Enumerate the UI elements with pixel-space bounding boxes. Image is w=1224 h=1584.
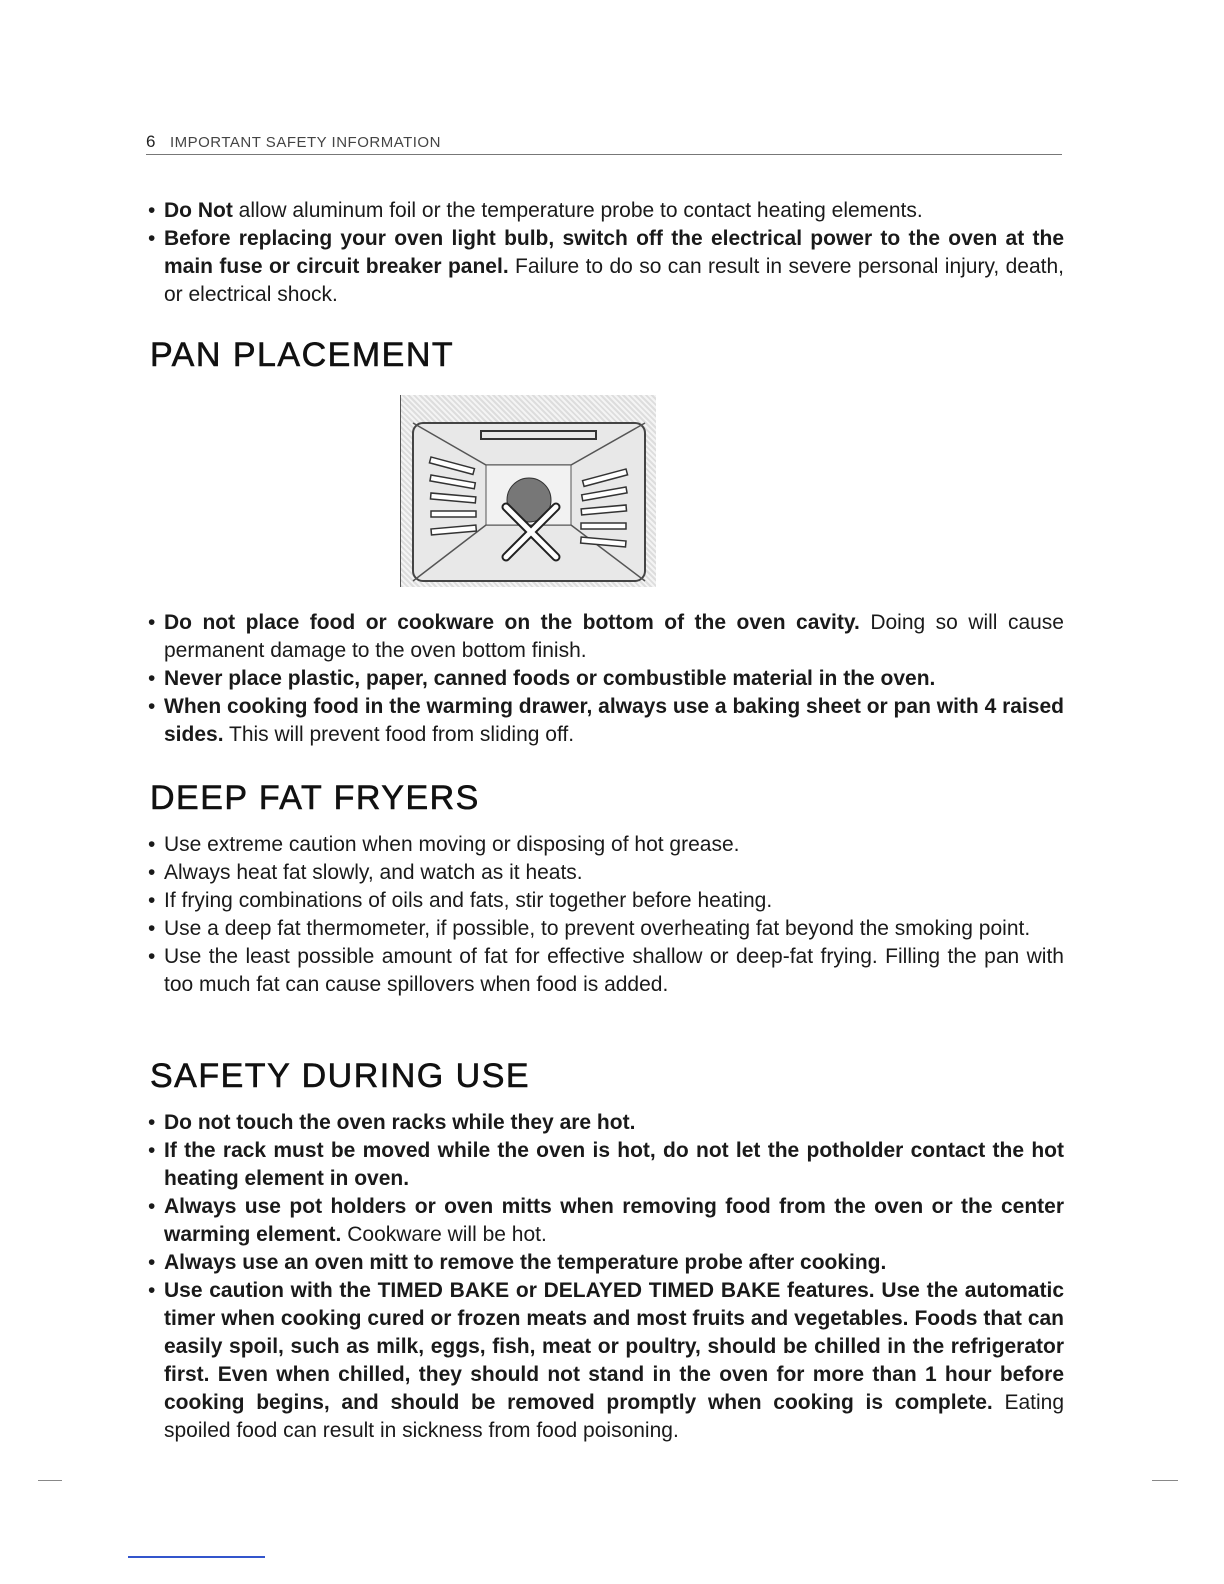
body-text: Cookware will be hot. (341, 1223, 547, 1246)
crop-mark-right (1152, 1480, 1178, 1481)
list-item (148, 943, 1064, 999)
crop-mark-left (38, 1480, 62, 1481)
heading-safety-during-use: SAFETY DURING USE (150, 1057, 531, 1095)
list-item (148, 1277, 1064, 1445)
bold-text: When cooking food in the warming drawer, always use a baking sheet or pan with 4 raised sides. (164, 695, 1064, 746)
body-text: Always heat fat slowly, and watch as it heats. (164, 861, 583, 884)
body-text: This will prevent food from sliding off. (223, 723, 575, 746)
body-text: Doing so will cause permanent damage to the oven bottom finish. (164, 611, 1064, 662)
bold-text: Never place plastic, paper, canned foods or combustible material in the oven. (164, 667, 936, 690)
bold-text: Use caution with the TIMED BAKE or DELAYED TIMED BAKE features. Use the automatic timer when cooking cured or frozen meats and most fruits and vegetables. Foods that can easily spoil, such as milk, eggs, fish, meat or poultry, should be chilled in the refrigerator first. Even when chilled, they should not stand in the oven for more than 1 hour before cooking begins, and should be removed promptly when cooking is complete. (164, 1279, 1064, 1414)
section-title: IMPORTANT SAFETY INFORMATION (169, 134, 441, 151)
pan-placement-list (148, 609, 1064, 749)
body-text: Use the least possible amount of fat for effective shallow or deep-fat frying. Filling the pan with too much fat can cause spillovers when food is added. (164, 945, 1064, 996)
list-item (148, 1109, 1064, 1137)
body-text: Failure to do so can result in severe personal injury, death, or electrical shock. (164, 255, 1064, 306)
list-item (148, 693, 1064, 749)
list-item (148, 887, 1064, 915)
bold-text: Do not touch the oven racks while they are hot. (164, 1111, 636, 1134)
safety-during-use-list (148, 1109, 1064, 1445)
bold-text: Do Not (164, 199, 233, 222)
deep-fat-fryers-list (148, 831, 1064, 999)
list-item (148, 609, 1064, 665)
intro-list (148, 197, 1064, 309)
body-text: Use a deep fat thermometer, if possible, to prevent overheating fat beyond the smoking point. (164, 917, 1031, 940)
body-text: allow aluminum foil or the temperature probe to contact heating elements. (232, 199, 923, 222)
body-text: Eating spoiled food can result in sickness from food poisoning. (164, 1391, 1064, 1442)
footer-rule (128, 1556, 265, 1558)
list-item (148, 1137, 1064, 1193)
bold-text: Before replacing your oven light bulb, switch off the electrical power to the oven at the main fuse or circuit breaker panel. (164, 227, 1064, 278)
list-item (148, 1249, 1064, 1277)
list-item (148, 197, 1064, 225)
list-item (148, 859, 1064, 887)
list-item (148, 915, 1064, 943)
oven-cavity-illustration (400, 395, 656, 587)
bold-text: If the rack must be moved while the oven is hot, do not let the potholder contact the hot heating element in oven. (164, 1139, 1064, 1190)
list-item (148, 831, 1064, 859)
list-item (148, 225, 1064, 309)
page-number: 6 (146, 132, 156, 151)
body-text: If frying combinations of oils and fats, stir together before heating. (164, 889, 773, 912)
bold-text: Always use pot holders or oven mitts when removing food from the oven or the center warming element. (164, 1195, 1064, 1246)
list-item (148, 1193, 1064, 1249)
page-header (146, 132, 1062, 155)
body-text: Use extreme caution when moving or disposing of hot grease. (164, 833, 740, 856)
heading-pan-placement: PAN PLACEMENT (150, 336, 455, 374)
bold-text: Do not place food or cookware on the bottom of the oven cavity. (164, 611, 860, 634)
list-item (148, 665, 1064, 693)
bold-text: Always use an oven mitt to remove the temperature probe after cooking. (164, 1251, 887, 1274)
heading-deep-fat-fryers: DEEP FAT FRYERS (150, 779, 480, 817)
